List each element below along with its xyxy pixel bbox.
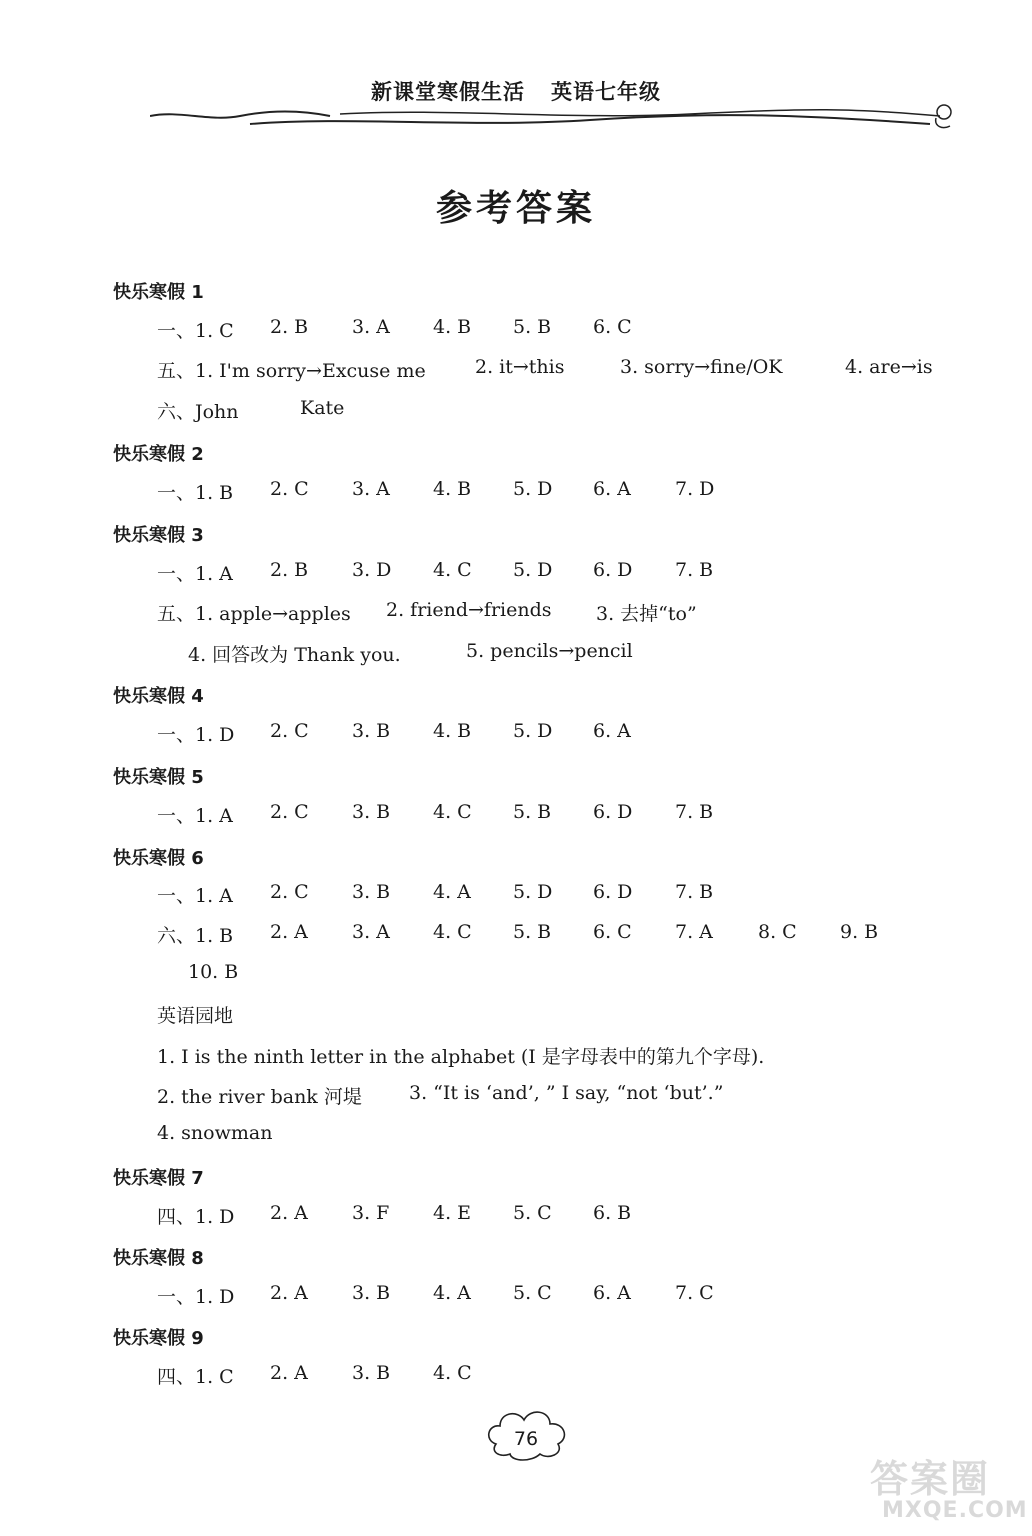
answer-item: 4. snowman bbox=[157, 1122, 273, 1144]
answer-item: 7. D bbox=[675, 478, 715, 500]
answer-item: 3. B bbox=[352, 1282, 391, 1304]
answer-item: 4. C bbox=[433, 559, 472, 581]
answer-item: 4. C bbox=[433, 921, 472, 943]
answer-item: 3. “It is ‘and’, ” I say, “not ‘but’.” bbox=[409, 1082, 724, 1104]
section-title: 快乐寒假 2 bbox=[113, 444, 204, 465]
answer-item: 7. B bbox=[675, 881, 714, 903]
answer-item: 3. 去掉“to” bbox=[596, 603, 697, 625]
answer-item: 5. C bbox=[513, 1282, 552, 1304]
answer-item: 7. B bbox=[675, 559, 714, 581]
answer-item: 2. C bbox=[270, 720, 309, 742]
answer-item: 2. C bbox=[270, 801, 309, 823]
answer-item: 6. A bbox=[593, 720, 631, 742]
answer-item: 3. F bbox=[352, 1202, 390, 1224]
answer-item: 6. C bbox=[593, 921, 632, 943]
answer-item: 7. A bbox=[675, 921, 713, 943]
answer-item: 6. D bbox=[593, 559, 633, 581]
answer-item: 5. B bbox=[513, 316, 552, 338]
answer-item: 六、John bbox=[157, 401, 239, 423]
answer-item: 6. A bbox=[593, 478, 631, 500]
header-subject: 英语七年级 bbox=[551, 80, 661, 104]
section-title: 快乐寒假 4 bbox=[113, 686, 204, 707]
answer-item: 5. D bbox=[513, 559, 553, 581]
page-number-badge bbox=[482, 1404, 572, 1464]
answer-item: 一、1. A bbox=[157, 885, 233, 907]
answer-item: 2. B bbox=[270, 559, 309, 581]
answer-item: 4. B bbox=[433, 316, 472, 338]
answer-item: 2. A bbox=[270, 1202, 308, 1224]
answer-item: 3. B bbox=[352, 801, 391, 823]
answer-item: 4. C bbox=[433, 801, 472, 823]
answer-item: 六、1. B bbox=[157, 925, 234, 947]
answer-item: 2. A bbox=[270, 921, 308, 943]
answer-item: 4. are→is bbox=[845, 356, 933, 378]
answer-item: 5. D bbox=[513, 478, 553, 500]
answer-item: 一、1. C bbox=[157, 320, 234, 342]
answer-item: 英语园地 bbox=[157, 1005, 234, 1027]
answer-item: 2. C bbox=[270, 881, 309, 903]
answer-item: 10. B bbox=[188, 961, 239, 983]
watermark-main: 答案圈 bbox=[870, 1457, 991, 1501]
answer-item: 2. the river bank 河堤 bbox=[157, 1086, 362, 1108]
answer-item: 一、1. D bbox=[157, 724, 235, 746]
section-title: 快乐寒假 6 bbox=[113, 848, 204, 869]
answer-item: 4. E bbox=[433, 1202, 472, 1224]
header-book-title: 新课堂寒假生活 bbox=[371, 80, 525, 104]
answer-item: 3. A bbox=[352, 921, 390, 943]
answer-item: 4. A bbox=[433, 881, 471, 903]
answer-item: 5. pencils→pencil bbox=[466, 640, 633, 662]
answer-item: 6. A bbox=[593, 1282, 631, 1304]
answer-item: 2. C bbox=[270, 478, 309, 500]
answer-item: 4. B bbox=[433, 720, 472, 742]
answer-item: 3. B bbox=[352, 720, 391, 742]
answer-item: 2. A bbox=[270, 1362, 308, 1384]
header-wave-divider bbox=[150, 104, 960, 134]
section-title: 快乐寒假 7 bbox=[113, 1168, 204, 1189]
answer-item: 4. A bbox=[433, 1282, 471, 1304]
section-title: 快乐寒假 8 bbox=[113, 1248, 204, 1269]
answer-item: 2. friend→friends bbox=[386, 599, 552, 621]
answer-item: 6. B bbox=[593, 1202, 632, 1224]
answer-item: 5. B bbox=[513, 801, 552, 823]
answer-item: 3. B bbox=[352, 1362, 391, 1384]
running-header bbox=[0, 76, 1032, 106]
section-title: 快乐寒假 1 bbox=[113, 282, 204, 303]
answer-item: 2. B bbox=[270, 316, 309, 338]
answer-item: 2. A bbox=[270, 1282, 308, 1304]
page-title: 参考答案 bbox=[435, 188, 596, 229]
answer-item: 3. A bbox=[352, 316, 390, 338]
answer-item: 9. B bbox=[840, 921, 879, 943]
answer-item: 3. sorry→fine/OK bbox=[620, 356, 783, 378]
watermark-sub: MXQE.COM bbox=[882, 1498, 1028, 1523]
answer-item: 1. I is the ninth letter in the alphabet (I 是字母表中的第九个字母). bbox=[157, 1046, 765, 1068]
answer-item: 四、1. D bbox=[157, 1206, 235, 1228]
page-number: 76 bbox=[513, 1428, 539, 1450]
answer-item: 四、1. C bbox=[157, 1366, 234, 1388]
answer-item: 4. B bbox=[433, 478, 472, 500]
section-title: 快乐寒假 9 bbox=[113, 1328, 204, 1349]
section-title: 快乐寒假 3 bbox=[113, 525, 204, 546]
answer-item: Kate bbox=[300, 397, 345, 419]
answer-item: 3. D bbox=[352, 559, 392, 581]
answer-item: 8. C bbox=[758, 921, 797, 943]
answer-item: 一、1. B bbox=[157, 482, 234, 504]
squirrel-icon bbox=[936, 105, 951, 128]
answer-item: 一、1. A bbox=[157, 563, 233, 585]
answer-item: 6. D bbox=[593, 801, 633, 823]
answer-item: 5. D bbox=[513, 720, 553, 742]
answer-item: 3. A bbox=[352, 478, 390, 500]
answer-item: 五、1. I'm sorry→Excuse me bbox=[157, 360, 426, 382]
answer-item: 4. 回答改为 Thank you. bbox=[188, 644, 401, 666]
answer-item: 4. C bbox=[433, 1362, 472, 1384]
answer-item: 6. D bbox=[593, 881, 633, 903]
answer-item: 5. D bbox=[513, 881, 553, 903]
answer-item: 五、1. apple→apples bbox=[157, 603, 351, 625]
watermark-logo bbox=[870, 1448, 1030, 1528]
answer-item: 7. B bbox=[675, 801, 714, 823]
section-title: 快乐寒假 5 bbox=[113, 767, 204, 788]
answer-item: 3. B bbox=[352, 881, 391, 903]
answer-item: 2. it→this bbox=[475, 356, 565, 378]
answer-item: 一、1. A bbox=[157, 805, 233, 827]
answer-item: 6. C bbox=[593, 316, 632, 338]
answer-item: 5. B bbox=[513, 921, 552, 943]
answer-item: 5. C bbox=[513, 1202, 552, 1224]
answer-item: 7. C bbox=[675, 1282, 714, 1304]
answer-item: 一、1. D bbox=[157, 1286, 235, 1308]
